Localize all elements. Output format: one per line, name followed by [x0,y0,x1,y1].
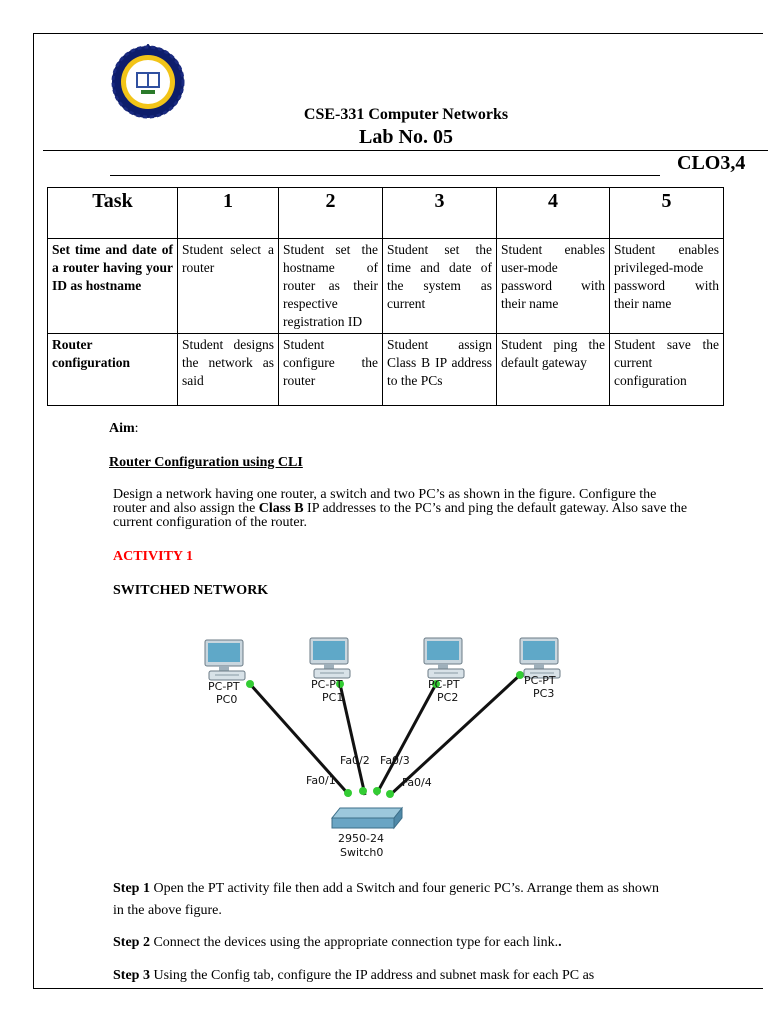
step-2 [113,932,673,954]
rubric-cell: Student set the hostname of router as their respective registration ID [279,239,383,334]
rubric-cell: Student save the current configuration [610,334,724,406]
step-3-label: Step 3 [113,968,150,983]
rubric-cell: Student assign Class B IP address to the PCs [383,334,497,406]
activity-label: ACTIVITY 1 [113,549,193,564]
pc3-icon [520,638,560,678]
rubric-row [48,239,724,334]
pc1-type-label: PC-PT [311,678,343,691]
pc2-name-label: PC2 [437,691,459,704]
aim-label: Aim [109,421,135,436]
clo-label: CLO3,4 [677,152,746,174]
pc1-name-label: PC1 [322,691,344,704]
rubric-cell: Student select a router [178,239,279,334]
aim-line [109,421,139,437]
port-label-fa02: Fa0/2 [340,754,370,767]
rubric-col-2: 2 [279,188,383,239]
switch-icon [332,808,402,828]
switched-network-label: SWITCHED NETWORK [113,583,269,598]
step-2-label: Step 2 [113,935,150,950]
description-text: Design a network having one router, a switch and two PC’s as shown in the figure. Configure the router and also assign the [113,487,657,516]
rubric-task-cell: Set time and date of a router having your ID as hostname [48,239,178,334]
step-2-text: Connect the devices using the appropriate connection type for each link. [149,935,559,950]
pc2-type-label: PC-PT [428,678,460,691]
port-label-fa03: Fa0/3 [380,754,410,767]
rubric-cell: Student set the time and date of the system as current [383,239,497,334]
port-label-fa04: Fa0/4 [402,776,432,789]
step-1 [113,878,673,922]
link-lines [250,675,520,796]
header-rule [43,150,768,151]
pc2-icon [424,638,464,678]
pc0-icon [205,640,245,680]
aim-colon: : [134,421,139,436]
rubric-row [48,334,724,406]
rubric-col-task: Task [48,188,178,239]
rubric-col-1: 1 [178,188,279,239]
rubric-col-3: 3 [383,188,497,239]
step-1-label: Step 1 [113,881,150,896]
rubric-cell: Student designs the network as said [178,334,279,406]
rubric-cell: Student enables user-mode password with their name [497,239,610,334]
rubric-cell: Student enables privileged-mode password with their name [610,239,724,334]
switch-name-label: Switch0 [340,846,384,859]
switch-model-label: 2950-24 [338,832,384,845]
rubric-cell: Student ping the default gateway [497,334,610,406]
description-text-end: IP addresses to the PC’s and ping the default gateway. Also save the current configuration of the router. [113,501,688,530]
pc0-type-label: PC-PT [208,680,240,693]
network-diagram [190,628,590,868]
rubric-header-row [48,188,724,239]
description-bold: Class B [258,501,304,516]
step-3 [113,965,673,987]
pc3-name-label: PC3 [533,687,555,700]
description-paragraph [113,488,693,530]
step-1-text: Open the PT activity file then add a Switch and four generic PC’s. Arrange them as shown in the above figure. [113,881,660,918]
rubric-col-5: 5 [610,188,724,239]
university-logo [110,44,186,120]
step-2-period: . [558,935,562,950]
pc1-icon [310,638,350,678]
course-title: CSE-331 Computer Networks [303,106,509,123]
rubric-task-cell: Router configuration [48,334,178,406]
pc0-name-label: PC0 [216,693,238,706]
lab-title: Lab No. 05 [359,126,453,148]
header-rule-secondary [110,175,660,176]
port-label-fa01: Fa0/1 [306,774,336,787]
section-heading: Router Configuration using CLI [109,455,303,470]
rubric-cell: Student configure the router [279,334,383,406]
pc3-type-label: PC-PT [524,674,556,687]
step-3-text: Using the Config tab, configure the IP address and subnet mask for each PC as [149,968,595,983]
rubric-table [47,187,724,406]
rubric-col-4: 4 [497,188,610,239]
